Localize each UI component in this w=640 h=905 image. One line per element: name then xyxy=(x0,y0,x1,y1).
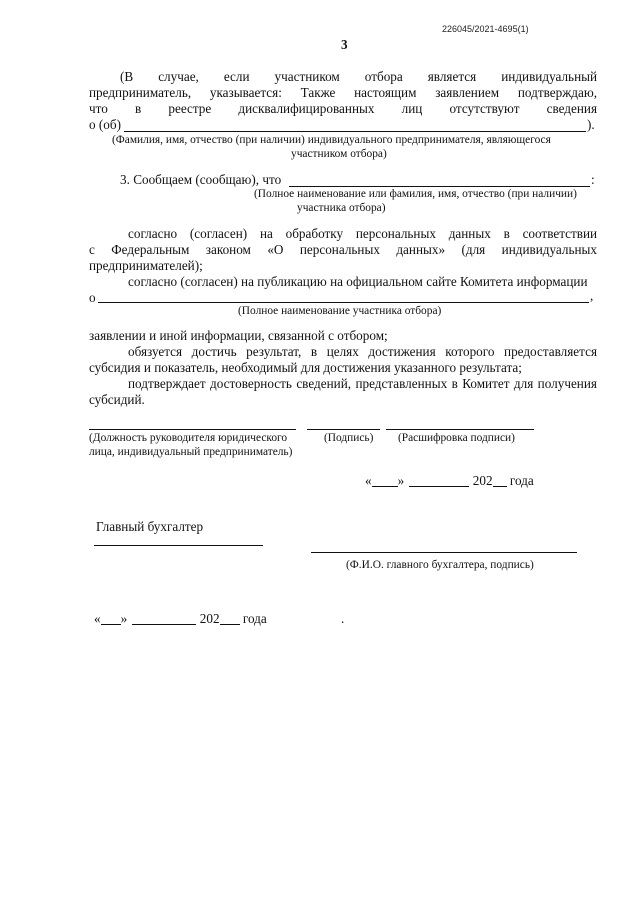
para1-line3: что в реестре дисквалифицированных лиц отсутствуют сведения xyxy=(89,101,598,116)
para3-end: : xyxy=(591,172,595,187)
accountant-year-field[interactable] xyxy=(220,612,240,625)
para1-line4-end: ). xyxy=(587,117,595,132)
consent-line5-end: , xyxy=(590,288,594,303)
signature-day-field[interactable] xyxy=(372,474,398,487)
signature-decode-label: (Расшифровка подписи) xyxy=(398,432,515,444)
para1-line1: (В случае, если участником отбора является индивидуальный xyxy=(120,69,598,84)
para1-caption1: (Фамилия, имя, отчество (при наличии) индивидуального предпринимателя, являющегося xyxy=(112,134,551,146)
accountant-day-field[interactable] xyxy=(101,612,121,625)
signature-label: (Подпись) xyxy=(324,432,374,444)
page-number: 3 xyxy=(341,37,348,52)
position-label-line1: (Должность руководителя юридического xyxy=(89,432,288,444)
consent-caption: (Полное наименование участника отбора) xyxy=(238,305,442,317)
signature-field[interactable] xyxy=(307,429,380,430)
consent-line5-start: о xyxy=(89,290,96,305)
signature-decode-field[interactable] xyxy=(386,429,534,430)
signature-date: « » 202 года xyxy=(365,473,534,488)
body-line5: субсидий. xyxy=(89,392,145,407)
body-line1: заявлении и иной информации, связанной с отбором; xyxy=(89,328,388,343)
para1-line2: предприниматель, указывается: Также настоящим заявлением подтверждаю, xyxy=(89,85,598,100)
position-field[interactable] xyxy=(89,429,296,430)
stray-dot: . xyxy=(341,611,345,626)
consent-line1: согласно (согласен) на обработку персональных данных в соответствии xyxy=(128,226,598,241)
signature-month-field[interactable] xyxy=(409,474,469,487)
body-line4: подтверждает достоверность сведений, представленных в Комитет для получения xyxy=(128,376,597,391)
chief-accountant-caption: (Ф.И.О. главного бухгалтера, подпись) xyxy=(346,559,534,571)
para3-caption1: (Полное наименование или фамилия, имя, отчество (при наличии) xyxy=(254,188,577,200)
consent-line4: согласно (согласен) на публикацию на официальном сайте Комитета информации xyxy=(128,274,588,289)
accountant-date: « » 202 года xyxy=(94,611,267,626)
chief-accountant-signature-field[interactable] xyxy=(311,552,577,553)
signature-year-field[interactable] xyxy=(493,474,507,487)
para1-caption2: участником отбора) xyxy=(291,148,387,160)
document-number: 226045/2021-4695(1) xyxy=(442,24,529,34)
individual-name-field[interactable] xyxy=(124,131,586,132)
body-line2: обязуется достичь результат, в целях достижения которого предоставляется xyxy=(128,344,598,359)
para1-line4-start: о (об) xyxy=(89,117,121,132)
consent-line3: предпринимателей); xyxy=(89,258,203,273)
para3-start: 3. Сообщаем (сообщаю), что xyxy=(120,172,282,187)
participant-full-name-field[interactable] xyxy=(98,302,589,303)
position-label-line2: лица, индивидуальный предприниматель) xyxy=(89,446,293,458)
chief-accountant-left-line[interactable] xyxy=(94,545,263,546)
chief-accountant-title: Главный бухгалтер xyxy=(96,519,204,534)
consent-line2: с Федеральным законом «О персональных данных» (для индивидуальных xyxy=(89,242,598,257)
accountant-month-field[interactable] xyxy=(132,612,196,625)
body-line3: субсидия и показатель, необходимый для достижения указанного результата; xyxy=(89,360,522,375)
para3-caption2: участника отбора) xyxy=(297,202,386,214)
